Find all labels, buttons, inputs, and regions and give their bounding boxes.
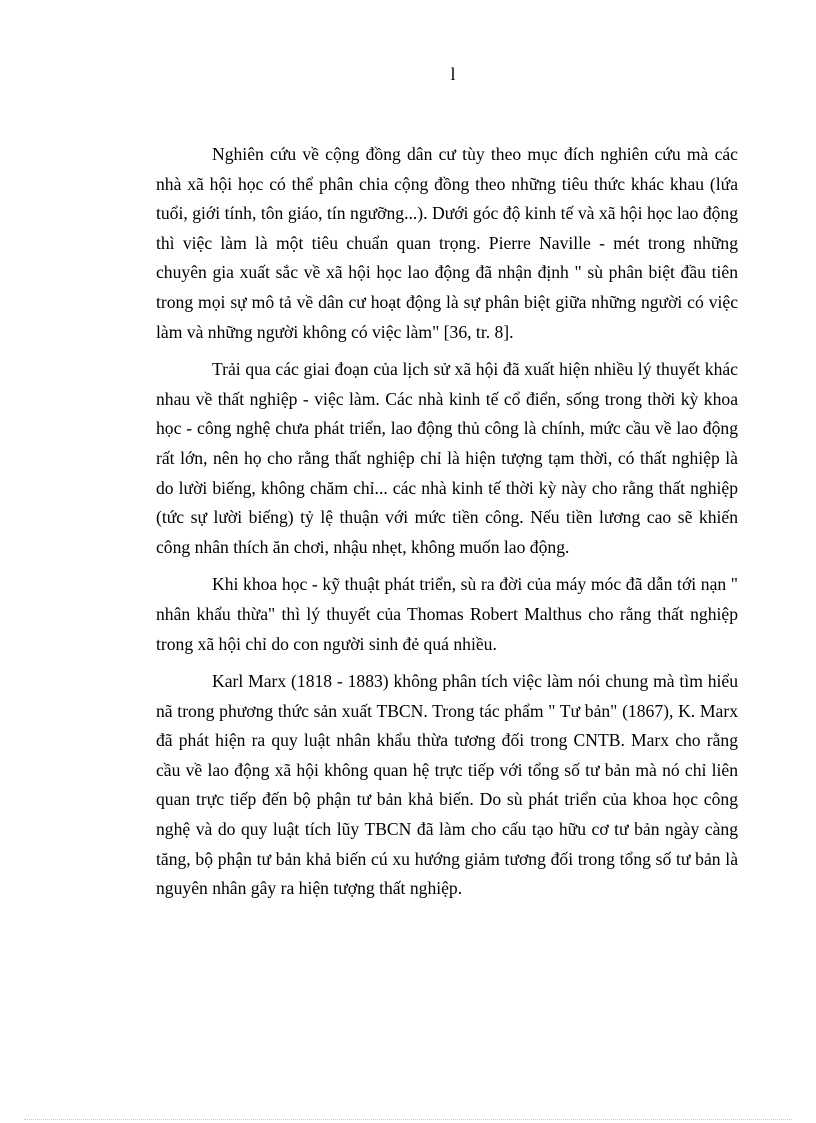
page-number: l	[450, 64, 456, 84]
paragraph-classical-theories: Trải qua các giai đoạn của lịch sử xã hội đã xuất hiện nhiều lý thuyết khác nhau về thất nghiệp - việc làm. Các nhà kinh tế cổ điển, sống trong thời kỳ khoa học - công nghệ chưa phát triển, lao động thủ công là chính, mức cầu về lao động rất lớn, nên họ cho rằng thất nghiệp chỉ là hiện tượng tạm thời, có thất nghiệp là do lười biếng, không chăm chỉ... các nhà kinh tế thời kỳ này cho rằng thất nghiệp (tức sự lười biếng) tỷ lệ thuận với mức tiền công. Nếu tiền lương cao sẽ khiến công nhân thích ăn chơi, nhậu nhẹt, không muốn lao động.	[156, 359, 738, 557]
paragraph-malthus: Khi khoa học - kỹ thuật phát triển, sù ra đời của máy móc đã dẫn tới nạn " nhân khẩu thừa" thì lý thuyết của Thomas Robert Malthus cho rằng thất nghiệp trong xã hội chỉ do con người sinh đẻ quá nhiều.	[156, 574, 738, 654]
document-body	[156, 140, 738, 904]
paragraph-karl-marx: Karl Marx (1818 - 1883) không phân tích việc làm nói chung mà tìm hiểu nã trong phương thức sản xuất TBCN. Trong tác phẩm " Tư bản" (1867), K. Marx đã phát hiện ra quy luật nhân khẩu thừa tương đối trong CNTB. Marx cho rằng cầu về lao động xã hội không quan hệ trực tiếp với tổng số tư bản mà nó chỉ liên quan trực tiếp đến bộ phận tư bản khả biến. Do sù phát triển của khoa học công nghệ và do quy luật tích lũy TBCN đã làm cho cấu tạo hữu cơ tư bản ngày càng tăng, bộ phận tư bản khả biến cú xu hướng giảm tương đối trong tổng số tư bản là nguyên nhân gây ra hiện tượng thất nghiệp.	[156, 671, 738, 899]
paragraph-community-research: Nghiên cứu về cộng đồng dân cư tùy theo mục đích nghiên cứu mà các nhà xã hội học có thể phân chia cộng đồng theo những tiêu thức khác khau (lứa tuổi, giới tính, tôn giáo, tín ngưỡng...). Dưới góc độ kinh tế và xã hội học lao động thì việc làm là một tiêu chuẩn quan trọng. Pierre Naville - mét trong những chuyên gia xuất sắc về xã hội học lao động đã nhận định " sù phân biệt đầu tiên trong mọi sự mô tả về dân cư hoạt động là sự phân biệt giữa những người có việc làm và những người không có việc làm" [36, tr. 8].	[156, 144, 738, 342]
page-bottom-divider	[24, 1119, 792, 1120]
